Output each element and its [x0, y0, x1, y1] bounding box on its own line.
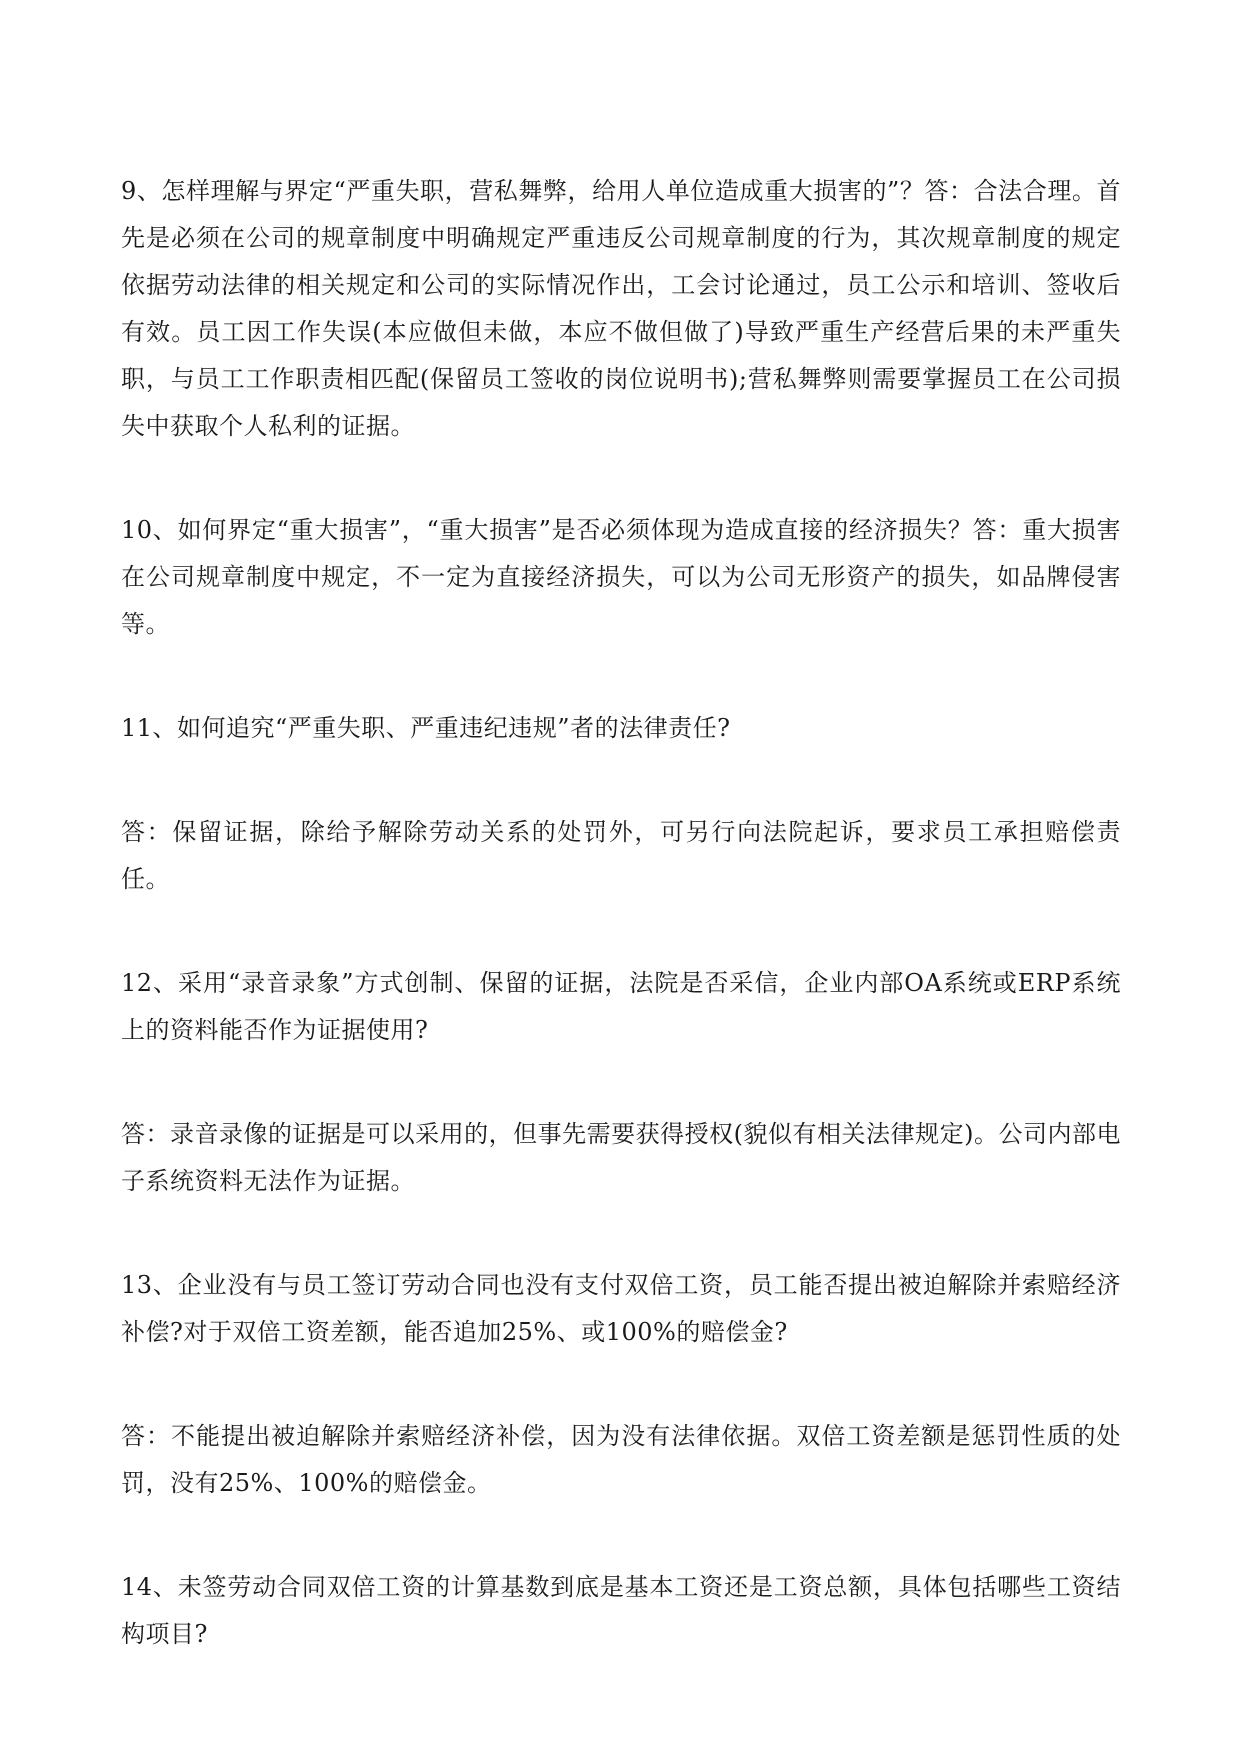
answer-13-paragraph: 答：不能提出被迫解除并索赔经济补偿，因为没有法律依据。双倍工资差额是惩罚性质的处罚，没有25%、100%的赔偿金。 — [121, 1422, 1121, 1497]
question-9-paragraph: 9、怎样理解与界定“严重失职，营私舞弊，给用人单位造成重大损害的”？答：合法合理。首先是必须在公司的规章制度中明确规定严重违反公司规章制度的行为，其次规章制度的规定依据劳动法律的相关规定和公司的实际情况作出，工会讨论通过，员工公示和培训、签收后有效。员工因工作失误(本应做但未做，本应不做但做了)导致严重生产经营后果的未严重失职，与员工工作职责相匹配(保留员工签收的岗位说明书);营私舞弊则需要掌握员工在公司损失中获取个人私利的证据。 — [121, 177, 1121, 440]
question-13-paragraph: 13、企业没有与员工签订劳动合同也没有支付双倍工资，员工能否提出被迫解除并索赔经济补偿?对于双倍工资差额，能否追加25%、或100%的赔偿金? — [121, 1271, 1121, 1346]
question-10-paragraph: 10、如何界定“重大损害”，“重大损害”是否必须体现为造成直接的经济损失？答：重大损害在公司规章制度中规定，不一定为直接经济损失，可以为公司无形资产的损失，如品牌侵害等。 — [121, 516, 1121, 638]
question-11-paragraph: 11、如何追究“严重失职、严重违纪违规”者的法律责任? — [121, 714, 731, 742]
answer-12-paragraph: 答：录音录像的证据是可以采用的，但事先需要获得授权(貌似有相关法律规定)。公司内部电子系统资料无法作为证据。 — [121, 1120, 1121, 1195]
question-14-paragraph: 14、未签劳动合同双倍工资的计算基数到底是基本工资还是工资总额，具体包括哪些工资结构项目? — [121, 1573, 1121, 1648]
document-body — [121, 168, 1121, 1715]
question-12-paragraph: 12、采用“录音录象”方式创制、保留的证据，法院是否采信，企业内部OA系统或ERP系统上的资料能否作为证据使用? — [121, 969, 1121, 1044]
answer-11-paragraph: 答：保留证据，除给予解除劳动关系的处罚外，可另行向法院起诉，要求员工承担赔偿责任。 — [121, 818, 1121, 893]
